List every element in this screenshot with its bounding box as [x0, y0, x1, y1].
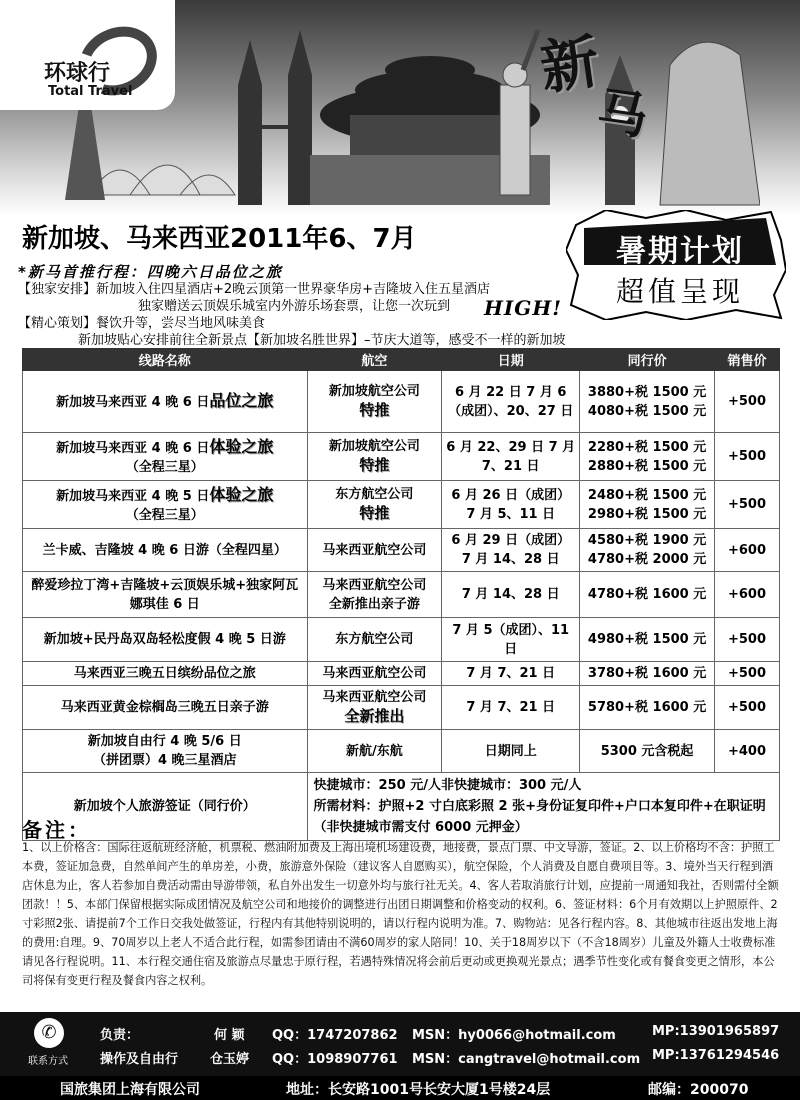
trade-price: 5300 元含税起	[600, 743, 694, 759]
table-row	[23, 618, 780, 662]
date-cell: 日期同上	[442, 730, 580, 773]
route-cell	[23, 572, 308, 618]
airline-tag: 特推	[359, 401, 390, 419]
trade-price-cell	[580, 481, 715, 529]
contact-bar	[0, 1012, 800, 1076]
sale-price-cell: +500	[715, 686, 780, 730]
airline-cell	[307, 730, 442, 773]
date-cell: 6 月 26 日（成团） 7 月 5、11 日	[442, 481, 580, 529]
route-highlight: 体验之旅	[209, 484, 274, 504]
airline-cell	[307, 572, 442, 618]
brand-char-xin: 新	[536, 27, 604, 103]
contact-msn: MSN：cangtravel@hotmail.com	[412, 1052, 641, 1067]
trade-price: 2280+税 1500 元	[587, 439, 707, 455]
header-date: 日期	[442, 349, 580, 371]
page-title: 新加坡、马来西亚2011年6、7月	[22, 224, 417, 254]
trade-price-cell	[580, 371, 715, 433]
route-highlight: 品位之旅	[209, 391, 274, 410]
contact-qq: QQ：1098907761	[272, 1052, 398, 1067]
date-cell: 6 月 22、29 日 7 月 7、21 日	[442, 433, 580, 481]
contact-name: 仓玉婷	[210, 1052, 250, 1067]
airline-cell	[307, 433, 442, 481]
company-name: 国旅集团上海有限公司	[60, 1082, 200, 1098]
airline-name: 马来西亚航空公司	[322, 690, 427, 705]
header-route: 线路名称	[23, 349, 308, 371]
badge-line2: 超值呈现	[615, 275, 744, 308]
intro-section	[18, 264, 578, 349]
route-cell	[23, 618, 308, 662]
company-address: 地址：长安路1001号长安大厦1号楼24层	[286, 1082, 551, 1098]
trade-price: 2480+税 1500 元	[587, 487, 707, 503]
table-row	[23, 433, 780, 481]
intro-line4: 新加坡贴心安排前往全新景点【新加坡名胜世界】–节庆大道等，感受不一样的新加坡	[78, 333, 566, 348]
trade-price: 5780+税 1600 元	[587, 700, 707, 715]
route-name: 新加坡自由行 4 晚 5/6 日	[87, 734, 242, 749]
route-name: 新加坡马来西亚 4 晚 5 日	[56, 488, 210, 504]
airline-cell	[307, 529, 442, 572]
visa-info-cell	[307, 773, 779, 841]
contact-msn: MSN：hy0066@hotmail.com	[412, 1028, 616, 1043]
trade-price: 4980+税 1500 元	[587, 632, 707, 647]
contact-qq: QQ：1747207862	[272, 1028, 398, 1043]
trade-price-cell	[580, 529, 715, 572]
route-cell	[23, 662, 308, 686]
trade-price: 4580+税 1900 元	[587, 533, 707, 548]
date-cell: 7 月 7、21 日	[442, 662, 580, 686]
visa-route-cell: 新加坡个人旅游签证（同行价）	[23, 773, 308, 841]
sale-price-cell: +500	[715, 371, 780, 433]
route-name: 马来西亚黄金棕榈岛三晚五日亲子游	[60, 700, 269, 715]
table-row	[23, 572, 780, 618]
trade-price: 2880+税 1500 元	[587, 458, 707, 474]
airline-cell	[307, 662, 442, 686]
date-cell: 7 月 7、21 日	[442, 686, 580, 730]
visa-materials: 所需材料：护照+2 寸白底彩照 2 张+身份证复印件+户口本复印件+在职证明（非快捷城市需支付 6000 元押金）	[313, 799, 766, 835]
airline-name: 新航/东航	[346, 743, 403, 759]
airline-name: 马来西亚航空公司	[322, 577, 427, 593]
route-subtitle: （拼团票）4 晚三星酒店	[92, 753, 237, 768]
sale-price-cell: +500	[715, 433, 780, 481]
visa-fee: 快捷城市：250 元/人非快捷城市：300 元/人	[313, 778, 582, 793]
contact-role: 操作及自由行	[100, 1052, 179, 1067]
header-trade-price: 同行价	[580, 349, 715, 371]
airline-cell	[307, 481, 442, 529]
date-cell: 7 月 14、28 日	[442, 572, 580, 618]
airline-name: 新加坡航空公司	[328, 384, 420, 399]
table-row	[23, 730, 780, 773]
visa-row	[23, 773, 780, 841]
trade-price: 4780+税 1600 元	[587, 587, 707, 602]
route-cell	[23, 686, 308, 730]
company-bar	[0, 1076, 800, 1100]
contact-mobile: MP:13761294546	[652, 1048, 780, 1063]
contact-mobile: MP:13901965897	[652, 1024, 780, 1039]
route-cell	[23, 481, 308, 529]
route-cell	[23, 730, 308, 773]
intro-line1: 【独家安排】新加坡入住四星酒店+2晚云顶第一世界豪华房+吉隆坡入住五星酒店	[18, 282, 491, 297]
company-postcode: 邮编：200070	[648, 1082, 749, 1098]
contact-role: 负责：	[100, 1028, 140, 1043]
route-cell	[23, 529, 308, 572]
route-name: 兰卡威、吉隆坡 4 晚 6 日游（全程四星）	[42, 542, 287, 558]
route-name: 醉爱珍拉丁湾+吉隆坡+云顶娱乐城+独家阿瓦娜琪佳 6 日	[31, 577, 299, 612]
route-name: 马来西亚三晚五日缤纷品位之旅	[73, 666, 256, 681]
intro-high: HIGH!	[484, 296, 563, 320]
table-row	[23, 371, 780, 433]
table-row	[23, 686, 780, 730]
trade-price: 3880+税 1500 元	[587, 384, 707, 400]
airline-tag: 特推	[359, 456, 390, 474]
table-row	[23, 529, 780, 572]
intro-line2: 独家赠送云顶娱乐城室内外游乐场套票，让您一次玩到	[138, 299, 451, 314]
airline-name: 马来西亚航空公司	[322, 542, 427, 558]
airline-name: 新加坡航空公司	[328, 439, 420, 454]
sale-price-cell: +400	[715, 730, 780, 773]
date-cell: 6 月 29 日（成团） 7 月 14、28 日	[442, 529, 580, 572]
header-sale-price: 销售价	[715, 349, 780, 371]
route-name: 新加坡+民丹岛双岛轻松度假 4 晚 5 日游	[43, 632, 286, 647]
sale-price-cell: +600	[715, 529, 780, 572]
trade-price-cell	[580, 572, 715, 618]
trade-price: 4080+税 1500 元	[587, 403, 707, 419]
trade-price: 3780+税 1600 元	[587, 666, 707, 681]
route-name: 新加坡马来西亚 4 晚 6 日	[56, 440, 210, 456]
logo	[0, 0, 175, 110]
contact-name: 何 颖	[214, 1028, 245, 1043]
table-header-row	[23, 349, 780, 371]
table-row	[23, 481, 780, 529]
airline-name: 马来西亚航空公司	[322, 666, 427, 681]
route-subtitle: （全程三星）	[125, 459, 204, 475]
sale-price-cell: +500	[715, 662, 780, 686]
trade-price: 2980+税 1500 元	[587, 506, 707, 522]
airline-cell	[307, 618, 442, 662]
trade-price-cell	[580, 730, 715, 773]
airline-name: 东方航空公司	[335, 487, 414, 502]
route-cell	[23, 371, 308, 433]
airline-tag: 全新推出亲子游	[328, 596, 420, 612]
airline-cell	[307, 686, 442, 730]
date-cell: 6 月 22 日 7 月 6（成团）、20、27 日	[442, 371, 580, 433]
trade-price-cell	[580, 662, 715, 686]
airline-name: 东方航空公司	[335, 632, 414, 647]
sale-price-cell: +600	[715, 572, 780, 618]
header-airline: 航空	[307, 349, 442, 371]
table-row	[23, 662, 780, 686]
logo-english: Total Travel	[48, 84, 133, 99]
sale-price-cell: +500	[715, 481, 780, 529]
intro-slogan: *新马首推行程：四晚六日品位之旅	[18, 263, 283, 281]
route-highlight: 体验之旅	[209, 436, 274, 456]
route-cell	[23, 433, 308, 481]
phone-icon: ✆	[34, 1018, 64, 1048]
brand-char-ma: 马	[593, 80, 652, 147]
trade-price-cell	[580, 618, 715, 662]
trade-price-cell	[580, 433, 715, 481]
date-cell: 7 月 5（成团）、11 日	[442, 618, 580, 662]
contact-label: 联系方式	[28, 1056, 68, 1067]
notes-text: 1、以上价格含：国际往返航班经济舱，机票税、燃油附加费及上海出境机场建设费，地接费，景点门票、中文导游，签证。2、以上价格均不含：护照工本费，签证加急费，自然单间产生的单房差，小费，旅游意外保险（建议客人自愿购买），航空保险，个人消费及自愿自费项目等。3、境外当天行程到酒店休息为止，客人若参加自费活动需由导游带领，私自外出发生一切意外均与旅行社无关。4、客人若取消旅行计划，应提前一周通知我社，否则需付全额团款！！5、本部门保留根据实际成团情况及航空公司和地接价的调整进行出团日期调整和价格变动的权利。6、签证材料：6个月有效期以上护照原件、2寸彩照2张、请提前7个工作日交我处做签证，行程内有其他特别说明的，请以行程内说明为准。7、购物站：见各行程内容。8、其他城市往返出发地上海的费用:自理。9、70周岁以上老人不适合此行程，如需参团请由不满60周岁的家人陪同！10、关于18周岁以下（不含18周岁）儿童及外籍人士收费标准请见各行程说明。11、本行程交通住宿及旅游点尽量忠于原行程，若遇特殊情况将会前后更动或更换观光景点；遇季节性变化或有餐食变更之情形，本公司将保有变更行程及餐食内容之权利。	[22, 841, 779, 987]
header-banner	[0, 0, 800, 215]
logo-chinese: 环球行	[44, 60, 111, 86]
trade-price: 4780+税 2000 元	[587, 552, 707, 567]
route-subtitle: （全程三星）	[125, 507, 204, 523]
itinerary-table	[22, 348, 780, 841]
airline-cell	[307, 371, 442, 433]
sale-price-cell: +500	[715, 618, 780, 662]
airline-tag: 特推	[359, 504, 390, 522]
notes-title: 备注：	[22, 818, 91, 842]
badge-line1: 暑期计划	[616, 234, 744, 269]
airline-tag: 全新推出	[344, 707, 405, 725]
trade-price-cell	[580, 686, 715, 730]
route-name: 新加坡马来西亚 4 晚 6 日	[56, 395, 210, 410]
intro-line3: 【精心策划】餐饮升等，尝尽当地风味美食	[18, 316, 266, 331]
